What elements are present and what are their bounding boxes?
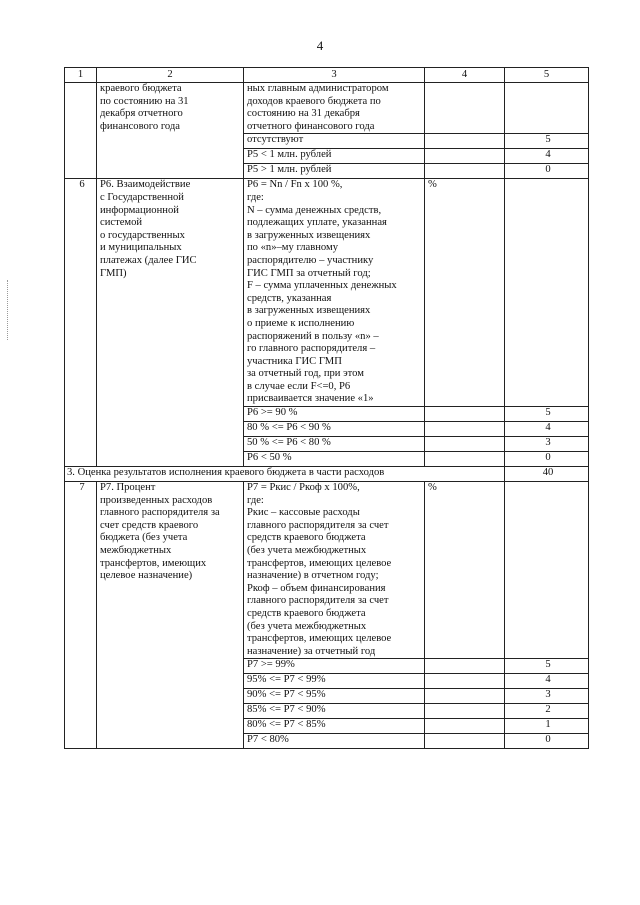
formula-line: в загруженных извещениях: [247, 229, 371, 241]
name-line: главного распорядителя за: [100, 507, 220, 519]
formula-line: где:: [247, 494, 264, 506]
score-condition: P6 >= 90 %: [244, 407, 425, 422]
points-cell: [505, 482, 589, 659]
formula-line: присваивается значение «1»: [247, 393, 374, 405]
name-line: P6. Взаимодействие: [100, 179, 191, 191]
formula-cell: [244, 179, 425, 407]
formula-line: участника ГИС ГМП: [247, 355, 342, 367]
name-line: информационной: [100, 204, 179, 216]
score-condition: P5 < 1 млн. рублей: [244, 149, 425, 164]
formula-line: Pкоф – объем финансирования: [247, 582, 386, 594]
formula-line: назначение) за отчетный год: [247, 645, 376, 657]
unit-cell: [425, 422, 505, 437]
section-row: [65, 467, 589, 482]
unit-cell: [425, 83, 505, 134]
name-line: P7. Процент: [100, 482, 156, 494]
formula-line: назначение) в отчетном году;: [247, 570, 379, 582]
score-condition: P7 < 80%: [244, 734, 425, 749]
header-cell: 4: [425, 68, 505, 83]
name-line: системой: [100, 217, 143, 229]
formula-line: в загруженных извещениях: [247, 305, 371, 317]
formula-cell: [244, 482, 425, 659]
formula-line: где:: [247, 191, 264, 203]
score-condition: 80 % <= P6 < 90 %: [244, 422, 425, 437]
formula-line: распоряжений в пользу «n» –: [247, 330, 379, 342]
formula-line: (без учета межбюджетных: [247, 545, 367, 557]
score-points: 4: [505, 422, 589, 437]
formula-line: ных главным администратором: [247, 83, 389, 94]
unit-cell: [425, 407, 505, 422]
formula-line: распорядителю – участнику: [247, 254, 374, 266]
name-line: о государственных: [100, 229, 185, 241]
unit-cell: [425, 149, 505, 164]
score-condition: 90% <= P7 < 95%: [244, 689, 425, 704]
table-row: [65, 83, 589, 134]
header-cell: 5: [505, 68, 589, 83]
score-points: 4: [505, 674, 589, 689]
row-number: 7: [65, 482, 97, 749]
indicator-name: [97, 83, 244, 179]
formula-line: о приеме к исполнению: [247, 317, 355, 329]
name-line: трансфертов, имеющих: [100, 557, 207, 569]
name-line: краевого бюджета: [100, 83, 182, 94]
unit-cell: [425, 134, 505, 149]
score-points: 1: [505, 719, 589, 734]
points-cell: [505, 179, 589, 407]
indicators-table: [64, 67, 589, 749]
formula-line: средств краевого бюджета: [247, 608, 366, 619]
name-line: межбюджетных: [100, 545, 172, 557]
score-condition: отсутствуют: [244, 134, 425, 149]
score-points: 3: [505, 689, 589, 704]
formula-line: доходов краевого бюджета по: [247, 95, 381, 107]
header-row: [65, 68, 589, 83]
table-row: [65, 482, 589, 659]
scan-edge-mark: [7, 280, 9, 340]
score-points: 4: [505, 149, 589, 164]
formula-cell: [244, 83, 425, 134]
score-points: 5: [505, 134, 589, 149]
score-condition: 85% <= P7 < 90%: [244, 704, 425, 719]
score-condition: P7 >= 99%: [244, 659, 425, 674]
formula-line: главного распорядителя за счет: [247, 519, 389, 531]
score-condition: 50 % <= P6 < 80 %: [244, 437, 425, 452]
unit-cell: [425, 719, 505, 734]
formula-line: го главного распорядителя –: [247, 343, 376, 355]
unit-cell: %: [425, 482, 505, 659]
unit-cell: [425, 437, 505, 452]
score-points: 3: [505, 437, 589, 452]
table-row: [65, 179, 589, 407]
formula-line: за отчетный год, при этом: [247, 368, 364, 380]
name-line: с Государственной: [100, 191, 184, 203]
score-points: 2: [505, 704, 589, 719]
formula-line: P6 = Nn / Fn x 100 %,: [247, 179, 343, 191]
name-line: целевое назначение): [100, 570, 193, 582]
formula-line: отчетного финансового года: [247, 120, 375, 132]
section-points: 40: [505, 467, 589, 482]
score-condition: P5 > 1 млн. рублей: [244, 164, 425, 179]
header-cell: 2: [97, 68, 244, 83]
formula-line: N – сумма денежных средств,: [247, 204, 382, 216]
formula-line: F – сумма уплаченных денежных: [247, 280, 397, 292]
formula-line: средств, указанная: [247, 292, 332, 304]
header-cell: 3: [244, 68, 425, 83]
page-number: 4: [316, 38, 324, 53]
score-condition: P6 < 50 %: [244, 452, 425, 467]
formula-line: ГИС ГМП за отчетный год;: [247, 267, 371, 279]
score-points: 0: [505, 164, 589, 179]
name-line: произведенных расходов: [100, 494, 213, 506]
name-line: бюджета (без учета: [100, 532, 188, 544]
formula-line: состоянию на 31 декабря: [247, 108, 360, 120]
formula-line: средств краевого бюджета: [247, 532, 366, 544]
formula-line: по «n»–му главному: [247, 242, 339, 254]
formula-line: в случае если F<=0, P6: [247, 380, 351, 392]
formula-line: P7 = Pкис / Pкоф x 100%,: [247, 482, 360, 494]
formula-line: трансфертов, имеющих целевое: [247, 557, 392, 569]
name-line: и муниципальных: [100, 242, 182, 254]
indicator-name: [97, 482, 244, 749]
name-line: платежах (далее ГИС: [100, 254, 197, 266]
name-line: ГМП): [100, 267, 127, 279]
unit-cell: [425, 164, 505, 179]
unit-cell: %: [425, 179, 505, 407]
header-cell: 1: [65, 68, 97, 83]
name-line: декабря отчетного: [100, 108, 183, 120]
section-title: 3. Оценка результатов исполнения краевого бюджета в части расходов: [65, 467, 505, 482]
unit-cell: [425, 704, 505, 719]
formula-line: главного распорядителя за счет: [247, 595, 389, 607]
formula-line: (без учета межбюджетных: [247, 620, 367, 632]
row-number: 6: [65, 179, 97, 467]
score-condition: 80% <= P7 < 85%: [244, 719, 425, 734]
unit-cell: [425, 689, 505, 704]
score-points: 5: [505, 407, 589, 422]
points-cell: [505, 83, 589, 134]
score-points: 0: [505, 734, 589, 749]
formula-line: Pкис – кассовые расходы: [247, 507, 360, 519]
row-number: [65, 83, 97, 179]
unit-cell: [425, 734, 505, 749]
score-points: 0: [505, 452, 589, 467]
name-line: по состоянию на 31: [100, 95, 189, 107]
name-line: финансового года: [100, 120, 180, 132]
unit-cell: [425, 659, 505, 674]
unit-cell: [425, 452, 505, 467]
formula-line: трансфертов, имеющих целевое: [247, 633, 392, 645]
indicator-name: [97, 179, 244, 467]
score-condition: 95% <= P7 < 99%: [244, 674, 425, 689]
unit-cell: [425, 674, 505, 689]
score-points: 5: [505, 659, 589, 674]
formula-line: подлежащих уплате, указанная: [247, 217, 387, 229]
name-line: счет средств краевого: [100, 519, 199, 531]
